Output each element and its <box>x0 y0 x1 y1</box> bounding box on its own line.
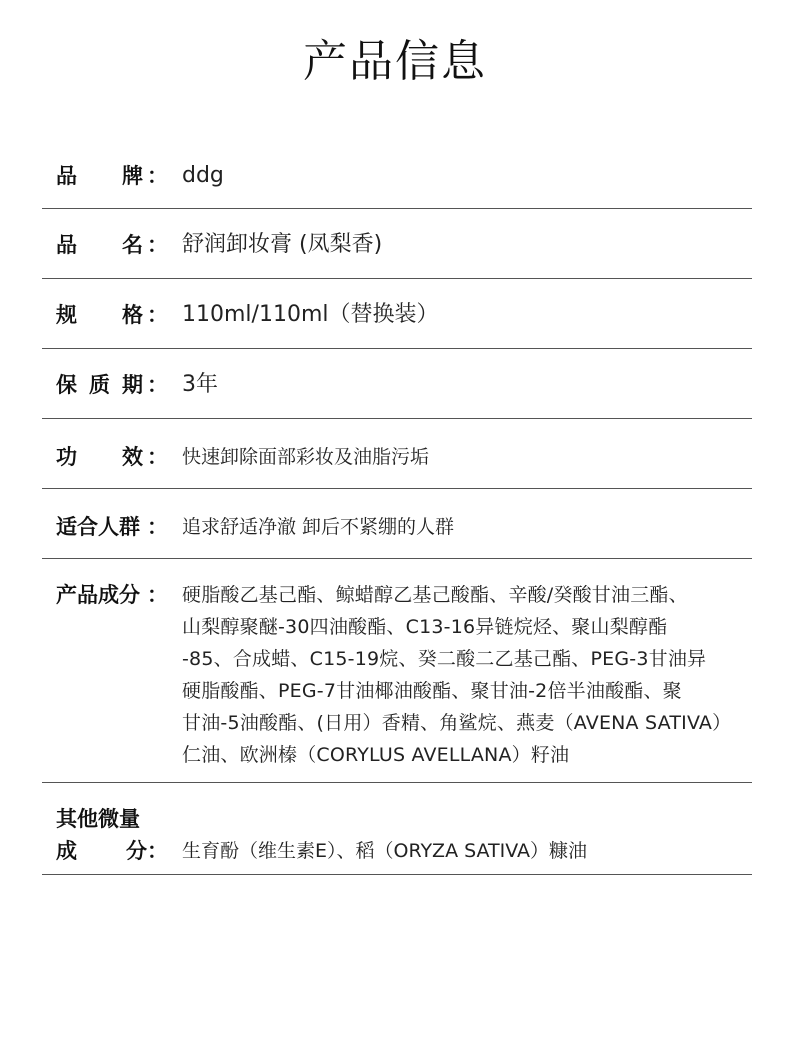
label-effect <box>42 441 168 471</box>
label-char: 保 <box>56 373 77 397</box>
label-char: 牌 <box>122 164 143 188</box>
row-ingredients <box>42 559 752 783</box>
label-suitable <box>42 511 168 541</box>
label-char: 品 <box>56 233 77 257</box>
page-title: 产品信息 <box>303 36 487 87</box>
row-trace-ingredients <box>42 783 752 875</box>
label-shelf-life <box>42 369 168 399</box>
label-colon: ： <box>147 164 168 188</box>
row-product-name <box>42 209 752 279</box>
value-suitable: 追求舒适净澈 卸后不紧绷的人群 <box>182 516 455 538</box>
value-effect: 快速卸除面部彩妆及油脂污垢 <box>182 446 430 468</box>
label-colon: ： <box>147 515 168 539</box>
label-char: 格 <box>122 303 143 327</box>
label-text: 产品成分 <box>56 583 140 607</box>
ingredient-line: 山梨醇聚醚-30四油酸酯、C13-16异链烷烃、聚山梨醇酯 <box>182 616 668 638</box>
product-info-table <box>42 140 752 875</box>
value-shelf-life: 3年 <box>182 372 218 397</box>
label-char: 品 <box>56 164 77 188</box>
value-brand: ddg <box>182 163 224 188</box>
row-brand <box>42 140 752 209</box>
label-spec <box>42 299 168 329</box>
ingredient-line: 仁油、欧洲榛（CORYLUS AVELLANA）籽油 <box>182 744 570 766</box>
value-ingredients <box>168 579 752 771</box>
label-line2 <box>56 835 168 867</box>
label-brand <box>42 160 168 190</box>
ingredient-line: 甘油-5油酸酯、(日用）香精、角鲨烷、燕麦（AVENA SATIVA） <box>182 712 732 734</box>
label-colon: ： <box>147 839 168 863</box>
label-char: 效 <box>122 445 143 469</box>
label-text: 其他微量 <box>56 807 140 831</box>
label-colon: ： <box>147 445 168 469</box>
value-spec: 110ml/110ml（替换装） <box>182 302 439 327</box>
label-char: 规 <box>56 303 77 327</box>
label-trace-ingredients <box>42 803 168 867</box>
ingredient-line: 硬脂酸乙基己酯、鲸蜡醇乙基己酸酯、辛酸/癸酸甘油三酯、 <box>182 584 688 606</box>
label-char: 质 <box>89 373 110 397</box>
label-char: 期 <box>122 373 143 397</box>
ingredient-line: -85、合成蜡、C15-19烷、癸二酸二乙基己酯、PEG-3甘油异 <box>182 648 707 670</box>
label-product-name <box>42 229 168 259</box>
ingredient-line: 硬脂酸酯、PEG-7甘油椰油酸酯、聚甘油-2倍半油酸酯、聚 <box>182 680 682 702</box>
value-trace-ingredients: 生育酚（维生素E）、稻（ORYZA SATIVA）糠油 <box>182 840 588 862</box>
value-product-name: 舒润卸妆膏 (凤梨香) <box>182 232 383 257</box>
label-colon: ： <box>147 303 168 327</box>
row-effect <box>42 419 752 489</box>
label-char: 成 <box>56 839 77 863</box>
label-char: 分 <box>126 839 147 863</box>
row-shelf-life <box>42 349 752 419</box>
label-char: 名 <box>122 233 143 257</box>
label-char: 功 <box>56 445 77 469</box>
label-colon: ： <box>147 233 168 257</box>
label-text: 适合人群 <box>56 515 140 539</box>
label-colon: ： <box>147 373 168 397</box>
row-spec <box>42 279 752 349</box>
row-suitable <box>42 489 752 559</box>
label-ingredients <box>42 579 168 611</box>
label-colon: ： <box>147 583 168 607</box>
